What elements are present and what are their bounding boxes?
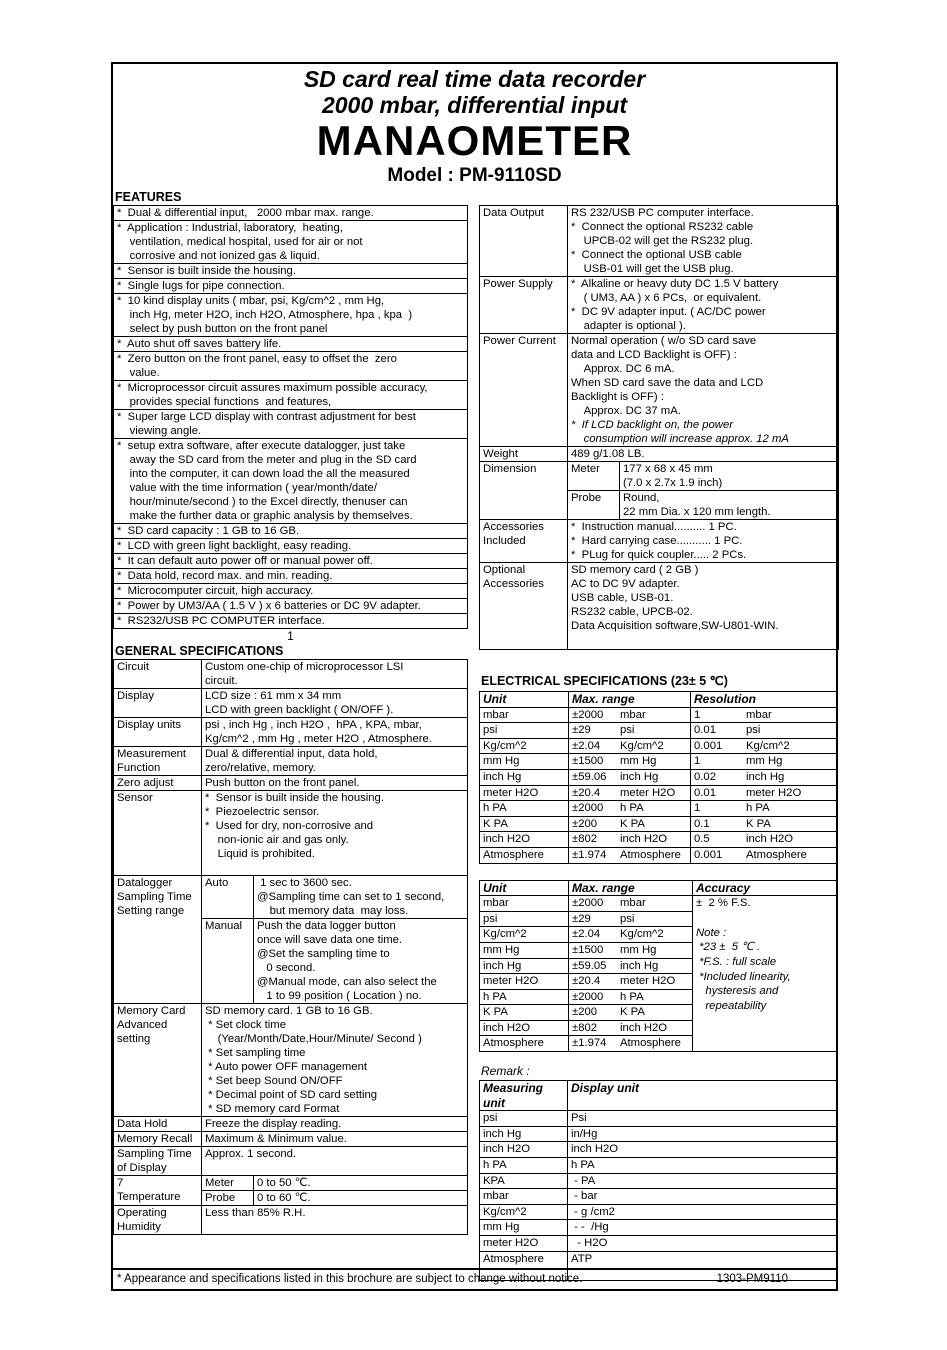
spec-label: 7 Temperature [114, 1176, 202, 1205]
feature-item: * 10 kind display units ( mbar, psi, Kg/cm^2 , mm Hg, inch Hg, meter H2O, inch H2O, Atmosphere, hpa , kpa ) select by push button on the front panel [114, 293, 467, 336]
unit-cell: Atmosphere [480, 848, 569, 863]
measuring-unit-cell: Kg/cm^2 [480, 1205, 568, 1220]
accuracy-column [692, 881, 836, 1052]
spec-value: SD memory card. 1 GB to 16 GB. * Set clock time (Year/Month/Date,Hour/Minute/ Second ) * Set sampling time * Auto power OFF management * Set beep Sound ON/OFF * Decimal point of SD card setting * SD memory card Format [205, 1005, 422, 1115]
sub-value: 0 to 60 ℃. [257, 1192, 311, 1204]
model-number: Model : PM-9110SD [387, 165, 562, 186]
spec-row-circuit [114, 660, 467, 688]
electrical-specs-heading: ELECTRICAL SPECIFICATIONS (23± 5 ℃) [481, 674, 728, 688]
datalogger-auto-row [202, 876, 467, 918]
subtitle-line-1: SD card real time data recorder [303, 66, 646, 92]
unit-cell: mm Hg [480, 754, 569, 769]
header-accuracy: Accuracy [693, 881, 836, 897]
range-cell: ±2.04 Kg/cm^2 [569, 739, 691, 754]
product-title: MANAOMETER [316, 117, 633, 164]
two-column-body [113, 190, 836, 1281]
range-cell: ±2000 mbar [569, 708, 691, 723]
left-column [113, 190, 468, 1235]
feature-item: * Power by UM3/AA ( 1.5 V ) x 6 batteries or DC 9V adapter. [114, 598, 467, 613]
spec-sheet-border [111, 62, 838, 1291]
table-row [480, 769, 836, 785]
resolution-cell: 1 mbar [694, 708, 772, 721]
spec-value: Custom one-chip of microprocessor LSI circuit. [205, 661, 404, 687]
unit-cell: inch H2O [480, 1021, 569, 1036]
feature-item: * RS232/USB PC COMPUTER interface. [114, 613, 467, 628]
feature-item: * Microprocessor circuit assures maximum possible accuracy, provides special functions and features, [114, 380, 467, 409]
interface-specs-table [479, 205, 839, 650]
unit-cell: mbar [480, 896, 569, 911]
spec-value: Approx. 1 second. [205, 1148, 297, 1160]
resolution-cell: 0.1 K PA [694, 817, 771, 830]
spec-label: Power Supply [480, 277, 568, 333]
table-row [480, 958, 692, 974]
table-row [480, 1110, 836, 1126]
spec-row-sensor [114, 790, 467, 875]
document-header [113, 64, 836, 190]
measuring-unit-cell: mbar [480, 1189, 568, 1204]
spec-row-data-output [480, 206, 838, 276]
spec-row-display [114, 688, 467, 717]
resolution-table [479, 691, 837, 864]
measuring-unit-cell: inch H2O [480, 1142, 568, 1157]
resolution-cell: 0.02 inch Hg [694, 770, 785, 783]
header-unit: Unit [480, 881, 569, 896]
unit-cell: K PA [480, 1005, 569, 1020]
header-measuring-unit: Measuring unit [480, 1081, 568, 1110]
table-row [480, 1204, 836, 1220]
table-header-row [480, 1081, 836, 1110]
table-row [480, 722, 836, 738]
spec-label: Weight [480, 447, 568, 461]
display-unit-cell: h PA [571, 1159, 595, 1172]
remark-label: Remark : [481, 1064, 530, 1079]
spec-label: Optional Accessories [480, 563, 568, 649]
range-cell: ±200 K PA [569, 817, 691, 832]
table-row [480, 707, 836, 723]
power-current-note: * If LCD backlight on, the power consumption will increase approx. 12 mA [571, 419, 789, 445]
range-cell: ±20.4 meter H2O [569, 786, 691, 801]
unit-cell: K PA [480, 817, 569, 832]
measuring-unit-cell: mm Hg [480, 1220, 568, 1235]
table-row [480, 989, 692, 1005]
header-max-range: Max. range [569, 692, 691, 707]
spec-row-memory-recall [114, 1131, 467, 1146]
spec-label: Datalogger Sampling Time Setting range [114, 876, 202, 1003]
general-specs-table [113, 659, 468, 1235]
spec-label: Circuit [114, 660, 202, 688]
table-row [480, 973, 692, 989]
unit-cell: Atmosphere [480, 1036, 569, 1051]
feature-item: * Auto shut off saves battery life. [114, 336, 467, 351]
spec-row-measurement [114, 746, 467, 775]
range-cell: ±1500 mm Hg [572, 943, 657, 956]
range-cell: ±29 psi [569, 723, 691, 738]
feature-item: * LCD with green light backlight, easy reading. [114, 538, 467, 553]
unit-cell: h PA [480, 990, 569, 1005]
feature-item: * Data hold, record max. and min. reading. [114, 568, 467, 583]
spec-value: 489 g/1.08 LB. [571, 448, 645, 460]
table-row [480, 1173, 836, 1189]
feature-item: * Super large LCD display with contrast adjustment for best viewing angle. [114, 409, 467, 438]
sub-label: Meter [202, 1176, 254, 1190]
feature-item: * Sensor is built inside the housing. [114, 263, 467, 278]
feature-item: * Microcomputer circuit, high accuracy. [114, 583, 467, 598]
feature-item: * Application : Industrial, laboratory, heating, ventilation, medical hospital, used for air or not corrosive and not ionized gas & liquid. [114, 220, 467, 263]
spec-row-humidity [114, 1205, 467, 1234]
spec-value: Maximum & Minimum value. [205, 1133, 347, 1145]
range-cell: ±2000 h PA [572, 990, 644, 1003]
sub-value: 1 sec to 3600 sec. @Sampling time can set to 1 second, but memory data may loss. [257, 877, 445, 917]
feature-item: * SD card capacity : 1 GB to 16 GB. [114, 523, 467, 538]
header-max-range: Max. range [572, 880, 635, 895]
accuracy-value: ± 2 % F.S. [696, 897, 751, 910]
sub-label: Probe [568, 491, 620, 519]
spec-label: Zero adjust [114, 776, 202, 790]
header-resolution: Resolution [694, 692, 756, 706]
range-cell: ±802 inch H2O [569, 832, 691, 847]
spec-value: Freeze the display reading. [205, 1118, 342, 1130]
table-row [480, 831, 836, 847]
sub-label: Manual [202, 919, 254, 1003]
measuring-unit-cell: inch Hg [480, 1127, 568, 1142]
spec-row-memory-card [114, 1003, 467, 1116]
unit-cell: h PA [480, 801, 569, 816]
feature-item: * setup extra software, after execute datalogger, just take away the SD card from the meter and plug in the SD card into the computer, it can down load the all the measured value with the time information ( year/month/date/ hour/minute/second ) to the Excel directly, thenuser can make the further data or graphic analysis by themselves. [114, 438, 467, 523]
header-display-unit: Display unit [571, 1081, 640, 1096]
range-cell: ±2.04 Kg/cm^2 [572, 928, 664, 941]
spec-label: Power Current [480, 334, 568, 446]
features-heading: FEATURES [115, 190, 182, 204]
sub-label: Auto [202, 876, 254, 918]
spec-value [568, 334, 838, 446]
dimension-subtable [568, 462, 838, 519]
spec-label: Sensor [114, 791, 202, 875]
spec-label: Memory Recall [114, 1132, 202, 1146]
measuring-unit-cell: meter H2O [480, 1236, 568, 1251]
sub-label: Meter [568, 462, 620, 490]
range-cell: ±1.974 Atmosphere [569, 848, 691, 863]
spec-row-weight [480, 446, 838, 461]
table-header-row [480, 692, 836, 707]
spec-row-data-hold [114, 1116, 467, 1131]
spec-row-sampling-display [114, 1146, 467, 1175]
table-row [480, 1141, 836, 1157]
spec-label: Sampling Time of Display [114, 1147, 202, 1175]
unit-cell: inch H2O [480, 832, 569, 847]
table-row [480, 1004, 692, 1020]
measuring-unit-cell: h PA [480, 1158, 568, 1173]
unit-cell: Kg/cm^2 [480, 739, 569, 754]
spec-label: Measurement Function [114, 747, 202, 775]
unit-cell: psi [480, 912, 569, 927]
general-specs-heading: GENERAL SPECIFICATIONS [115, 644, 284, 658]
table-row [480, 785, 836, 801]
feature-item: * It can default auto power off or manual power off. [114, 553, 467, 568]
table-row [480, 1188, 836, 1204]
spec-value: * Sensor is built inside the housing. * Piezoelectric sensor. * Used for dry, non-corrosive and non-ionic air and gas only. Liquid is prohibited. [205, 792, 384, 860]
spec-value: Less than 85% R.H. [205, 1207, 306, 1219]
display-unit-cell: - bar [571, 1190, 598, 1203]
right-column [479, 205, 839, 1281]
datalogger-manual-row [202, 918, 467, 1003]
spec-value: * Instruction manual.......... 1 PC. * Hard carrying case........... 1 PC. * PLug for quick coupler..... 2 PCs. [571, 521, 747, 561]
accuracy-table [479, 880, 837, 1053]
spec-row-dimension [480, 461, 838, 519]
spec-label: Operating Humidity [114, 1206, 202, 1234]
table-row [480, 753, 836, 769]
header-unit: Unit [480, 692, 569, 707]
range-cell: ±29 psi [572, 912, 635, 925]
spec-value: SD memory card ( 2 GB ) AC to DC 9V adapter. USB cable, USB-01. RS232 cable, UPCB-02. Data Acquisition software,SW-U801-WIN. [571, 564, 779, 632]
display-unit-cell: - H2O [571, 1237, 608, 1249]
unit-cell: meter H2O [480, 974, 569, 989]
unit-cell: mm Hg [480, 943, 569, 958]
measuring-unit-cell: Atmosphere [480, 1252, 568, 1280]
spec-label: Display [114, 689, 202, 717]
page-number: 1 [287, 629, 294, 643]
spec-row-temperature [114, 1175, 467, 1205]
footer-row [113, 1268, 836, 1289]
table-header-row [480, 881, 692, 896]
display-unit-cell: ATP [571, 1252, 593, 1265]
display-unit-cell: in/Hg [571, 1127, 598, 1140]
sub-value: 0 to 50 ℃. [257, 1177, 311, 1189]
range-cell: ±20.4 meter H2O [572, 975, 676, 988]
display-unit-cell: inch H2O [571, 1143, 619, 1156]
spec-value: psi , inch Hg , inch H2O , hPA , KPA, mbar, Kg/cm^2 , mm Hg , meter H2O , Atmosphere. [205, 719, 432, 745]
spec-value: Dual & differential input, data hold, zero/relative, memory. [205, 748, 378, 774]
feature-item: * Dual & differential input, 2000 mbar max. range. [117, 207, 374, 219]
table-row [480, 738, 836, 754]
temperature-subtable [202, 1176, 467, 1205]
dimension-meter-row [568, 462, 838, 490]
unit-cell: inch Hg [480, 770, 569, 785]
footer-notice: * Appearance and specifications listed in this brochure are subject to change without notice. [117, 1273, 583, 1285]
spec-label: Memory Card Advanced setting [114, 1004, 202, 1116]
unit-cell: meter H2O [480, 786, 569, 801]
dimension-probe-row [568, 490, 838, 519]
spec-row-display-units [114, 717, 467, 746]
measuring-unit-cell: psi [480, 1111, 568, 1126]
table-row [480, 1035, 692, 1051]
accuracy-note: Note : *23 ± 5 ℃ . *F.S. : full scale *Included linearity, hysteresis and repeatability [696, 926, 791, 1012]
resolution-cell: 0.01 psi [694, 724, 761, 737]
range-cell: ±59.06 inch Hg [569, 770, 691, 785]
spec-value: Push button on the front panel. [205, 777, 360, 789]
range-cell: ±1.974 Atmosphere [572, 1037, 681, 1050]
accuracy-table-left [480, 881, 692, 1052]
table-row [480, 1020, 692, 1036]
unit-cell: Kg/cm^2 [480, 927, 569, 942]
unit-cell: psi [480, 723, 569, 738]
spec-label: Dimension [480, 462, 568, 519]
spec-value: LCD size : 61 mm x 34 mm LCD with green backlight ( ON/OFF ). [205, 690, 394, 716]
table-row [480, 895, 692, 911]
table-row [480, 911, 692, 927]
measuring-unit-cell: KPA [480, 1174, 568, 1189]
range-cell: ±802 inch H2O [572, 1021, 668, 1034]
remark-table [479, 1080, 837, 1281]
unit-cell: inch Hg [480, 959, 569, 974]
spec-row-accessories [480, 519, 838, 562]
feature-item: * Zero button on the front panel, easy to offset the zero value. [114, 351, 467, 380]
resolution-cell: 0.5 inch H2O [694, 833, 794, 846]
spec-row-power-current [480, 333, 838, 446]
spec-row-datalogger [114, 875, 467, 1003]
sub-label: Probe [202, 1191, 254, 1205]
features-table [113, 205, 468, 629]
spec-row-power-supply [480, 276, 838, 333]
spec-row-zero-adjust [114, 775, 467, 790]
spec-label: Accessories Included [480, 520, 568, 562]
resolution-cell: 0.001 Kg/cm^2 [694, 739, 790, 752]
range-cell: ±200 K PA [572, 1006, 645, 1019]
temperature-probe-row [202, 1190, 467, 1205]
table-row [480, 1219, 836, 1235]
spec-row-optional [480, 562, 838, 649]
datalogger-subtable [202, 876, 467, 1003]
display-unit-cell: - - /Hg [571, 1221, 609, 1234]
sub-value: Push the data logger button once will save data one time. @Set the sampling time to 0 second. @Manual mode, can also select the 1 to 99 position ( Location ) no. [257, 920, 437, 1002]
spec-label: Data Output [480, 206, 568, 276]
spec-value: * Alkaline or heavy duty DC 1.5 V battery ( UM3, AA ) x 6 PCs, or equivalent. * DC 9V adapter input. ( AC/DC power adapter is optional ). [571, 278, 779, 332]
feature-item: * Single lugs for pipe connection. [114, 278, 467, 293]
spec-value: RS 232/USB PC computer interface. * Connect the optional RS232 cable UPCB-02 will get the RS232 plug. * Connect the optional USB cable USB-01 will get the USB plug. [571, 207, 754, 275]
sub-value: 177 x 68 x 45 mm (7.0 x 2.7x 1.9 inch) [623, 463, 723, 489]
table-row [480, 847, 836, 863]
table-row [480, 816, 836, 832]
range-cell: ±2000 h PA [569, 801, 691, 816]
resolution-cell: 1 h PA [694, 802, 770, 815]
table-row [480, 1235, 836, 1251]
table-row [480, 1126, 836, 1142]
table-row [480, 800, 836, 816]
table-row [480, 1157, 836, 1173]
temperature-meter-row [202, 1176, 467, 1190]
display-unit-cell: - g /cm2 [571, 1205, 615, 1218]
spec-label: Display units [114, 718, 202, 746]
power-current-text: Normal operation ( w/o SD card save data and LCD Backlight is OFF) : Approx. DC 6 mA. When SD card save the data and LCD Backlight is OFF) : Approx. DC 37 mA. [571, 335, 764, 417]
range-cell: ±1500 mm Hg [569, 754, 691, 769]
resolution-cell: 0.001 Atmosphere [694, 848, 807, 861]
subtitle-line-2: 2000 mbar, differential input [321, 92, 628, 118]
range-cell: ±2000 mbar [572, 897, 646, 910]
footer-doc-code: 1303-PM9110 [716, 1273, 788, 1285]
spec-label: Data Hold [114, 1117, 202, 1131]
sub-value: Round, 22 mm Dia. x 120 mm length. [623, 492, 771, 518]
range-cell: ±59.05 inch Hg [572, 959, 659, 972]
display-unit-cell: - PA [571, 1174, 596, 1187]
display-unit-cell: Psi [571, 1112, 587, 1125]
table-row [480, 926, 692, 942]
unit-cell: mbar [480, 708, 569, 723]
resolution-cell: 0.01 meter H2O [694, 786, 802, 799]
table-row [480, 942, 692, 958]
resolution-cell: 1 mm Hg [694, 755, 783, 768]
